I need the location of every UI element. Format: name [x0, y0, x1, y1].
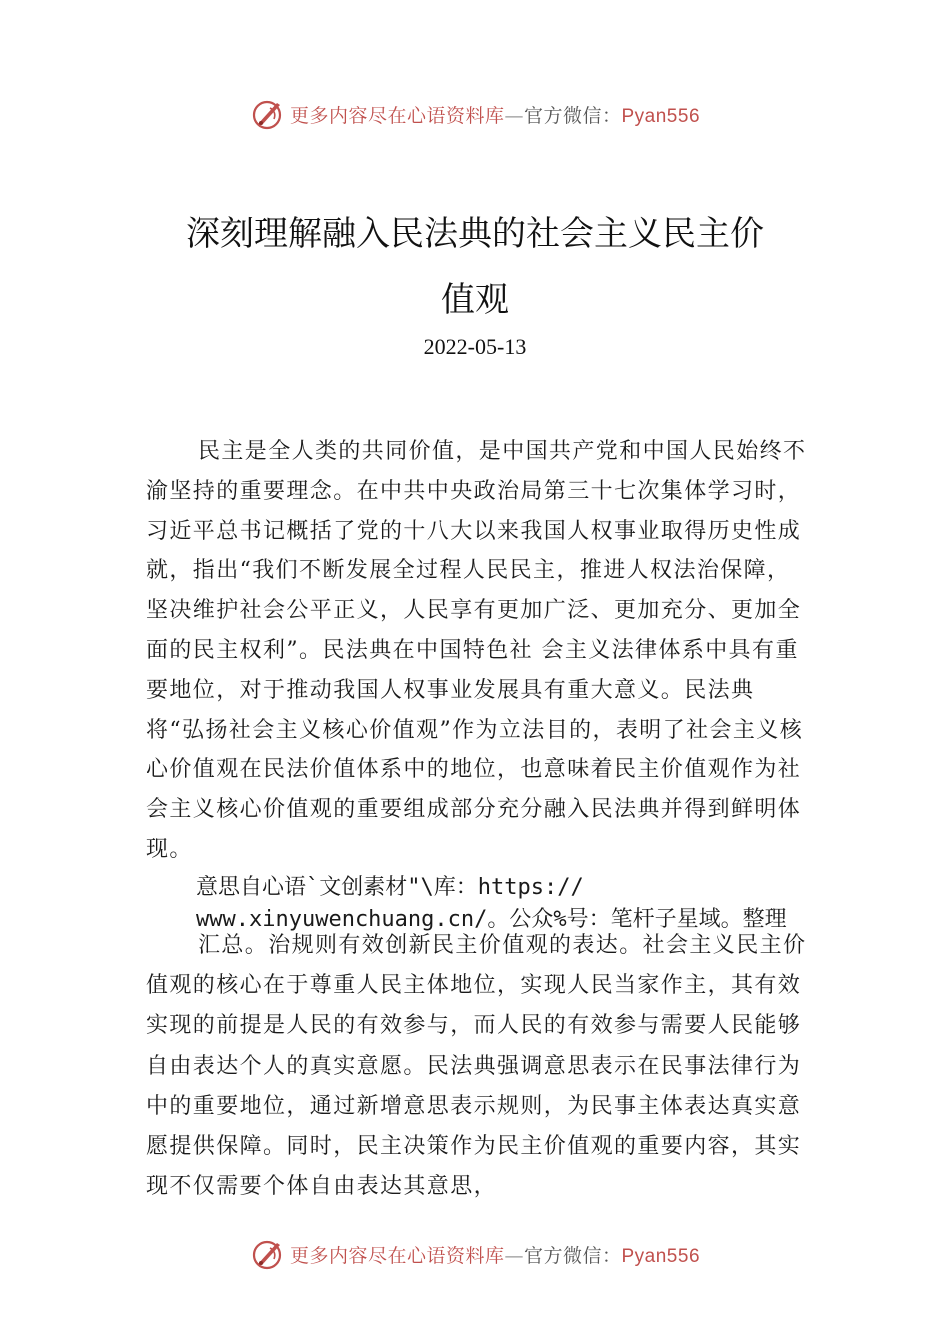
banner-text: [290, 1241, 700, 1268]
banner-dash: —: [504, 1244, 524, 1267]
banner-wechat-id: Pyan556: [621, 1245, 701, 1267]
banner-wechat-id: Pyan556: [621, 105, 701, 127]
footer-banner: [0, 1234, 950, 1274]
article-title-line1: 深刻理解融入民法典的社会主义民主价: [186, 214, 764, 254]
paragraph-1: 民主是全人类的共同价值，是中国共产党和中国人民始终不渝坚持的重要理念。在中共中央政治局第三十七次集体学习时，习近平总书记概括了党的十八大以来我国人权事业取得历史性成就，指出“我们不断发展全过程人民民主，推进人权法治保障，坚决维护社会公平正义，人民享有更加广泛、更加充分、更加全面的民主权利”。民法典在中国特色社 会主义法律体系中具有重要地位，对于推动我国人权事业发展具有重大意义。民法典将“弘扬社会主义核心价值观”作为立法目的，表明了社会主义核心价值观在民法价值体系中的地位，也意味着民主价值观作为社会主义核心价值观的重要组成部分充分融入民法典并得到鲜明体现。: [146, 439, 807, 862]
quill-pen-circle-icon: [250, 1236, 286, 1272]
source-note-line2: www.xinyuwenchuang.cn/。公众%号：笔杆子星域。整理: [196, 907, 787, 932]
banner-text: [290, 101, 700, 128]
source-note-line1: 意思自心语`文创素材"\库：https://: [196, 875, 584, 900]
banner-wechat-label: 官方微信：: [523, 104, 622, 127]
banner-wechat-label: 官方微信：: [523, 1244, 622, 1267]
banner-site-name: 更多内容尽在心语资料库: [289, 104, 505, 127]
article-title-line2: 值观: [441, 280, 509, 320]
banner-dash: —: [504, 104, 524, 127]
header-banner: [0, 94, 950, 134]
quill-pen-circle-icon: [250, 96, 286, 132]
article-date: 2022-05-13: [423, 334, 527, 359]
banner-site-name: 更多内容尽在心语资料库: [289, 1244, 505, 1267]
paragraph-2: 汇总。治规则有效创新民主价值观的表达。社会主义民主价值观的核心在于尊重人民主体地位，实现人民当家作主，其有效实现的前提是人民的有效参与，而人民的有效参与需要人民能够自由表达个人的真实意愿。民法典强调意思表示在民事法律行为中的重要地位，通过新增意思表示规则，为民事主体表达真实意愿提供保障。同时，民主决策作为民主价值观的重要内容，其实现不仅需要个体自由表达其意思，: [146, 933, 807, 1200]
